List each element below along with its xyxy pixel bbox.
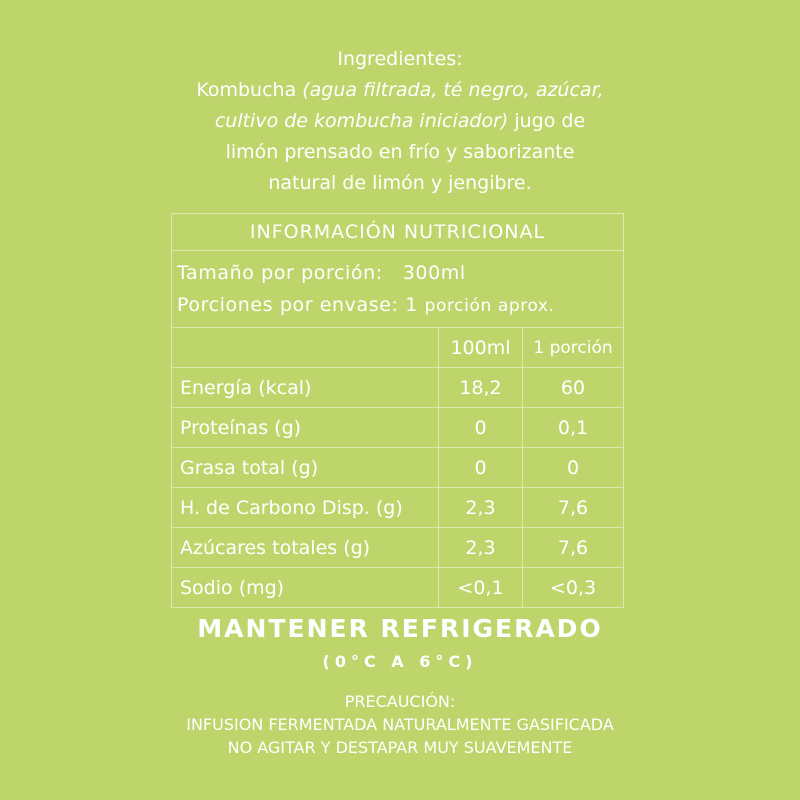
nutrient-name: Proteínas (g) bbox=[172, 408, 439, 448]
table-row bbox=[172, 488, 624, 528]
nutrition-table bbox=[171, 213, 624, 608]
ingredients-line: limón prensado en frío y saborizante bbox=[225, 141, 575, 163]
value-100ml: 18,2 bbox=[439, 368, 523, 408]
ingredients-line: natural de limón y jengibre. bbox=[268, 172, 532, 194]
col-portion: 1 porción bbox=[523, 328, 624, 368]
ingredients-text: Kombucha bbox=[196, 79, 303, 101]
table-row bbox=[172, 528, 624, 568]
ingredients-title: Ingredientes: bbox=[337, 48, 463, 70]
ingredients-line bbox=[0, 75, 800, 106]
ingredients-line bbox=[0, 106, 800, 137]
servings-value-text: porción aprox. bbox=[424, 295, 555, 316]
empty-cell bbox=[172, 328, 439, 368]
serving-size bbox=[177, 257, 623, 289]
serving-size-label: Tamaño por porción: bbox=[177, 261, 383, 284]
nutrient-name: Energía (kcal) bbox=[172, 368, 439, 408]
nutrient-name: Sodio (mg) bbox=[172, 568, 439, 608]
table-row bbox=[172, 408, 624, 448]
storage-title: MANTENER REFRIGERADO bbox=[197, 614, 603, 643]
servings-per-container bbox=[177, 289, 623, 322]
value-100ml: 2,3 bbox=[439, 528, 523, 568]
nutrition-title: INFORMACIÓN NUTRICIONAL bbox=[172, 214, 624, 251]
nutrient-name: Azúcares totales (g) bbox=[172, 528, 439, 568]
value-100ml: 2,3 bbox=[439, 488, 523, 528]
table-row bbox=[172, 368, 624, 408]
table-row bbox=[172, 448, 624, 488]
ingredients bbox=[0, 44, 800, 199]
caution-line: INFUSION FERMENTADA NATURALMENTE GASIFICADA bbox=[186, 715, 614, 734]
value-portion: 0 bbox=[523, 448, 624, 488]
ingredients-text: cultivo de kombucha iniciador) bbox=[214, 110, 509, 132]
column-header-row bbox=[172, 328, 624, 368]
ingredients-text: (agua filtrada, té negro, azúcar, bbox=[302, 79, 604, 101]
servings-label: Porciones por envase: bbox=[177, 293, 399, 316]
value-100ml: 0 bbox=[439, 408, 523, 448]
serving-info bbox=[172, 251, 624, 328]
servings-value: 1 bbox=[405, 293, 418, 316]
col-100ml: 100ml bbox=[439, 328, 523, 368]
value-100ml: <0,1 bbox=[439, 568, 523, 608]
value-portion: 7,6 bbox=[523, 488, 624, 528]
caution bbox=[0, 690, 800, 759]
nutrient-name: H. de Carbono Disp. (g) bbox=[172, 488, 439, 528]
value-portion: 0,1 bbox=[523, 408, 624, 448]
value-portion: 60 bbox=[523, 368, 624, 408]
caution-title: PRECAUCIÓN: bbox=[344, 692, 456, 711]
caution-line: NO AGITAR Y DESTAPAR MUY SUAVEMENTE bbox=[227, 738, 573, 757]
serving-size-value: 300ml bbox=[402, 261, 466, 284]
value-portion: 7,6 bbox=[523, 528, 624, 568]
nutrient-name: Grasa total (g) bbox=[172, 448, 439, 488]
storage-temp: (0°C A 6°C) bbox=[322, 652, 478, 671]
table-row bbox=[172, 568, 624, 608]
ingredients-text: jugo de bbox=[508, 110, 586, 132]
value-portion: <0,3 bbox=[523, 568, 624, 608]
value-100ml: 0 bbox=[439, 448, 523, 488]
